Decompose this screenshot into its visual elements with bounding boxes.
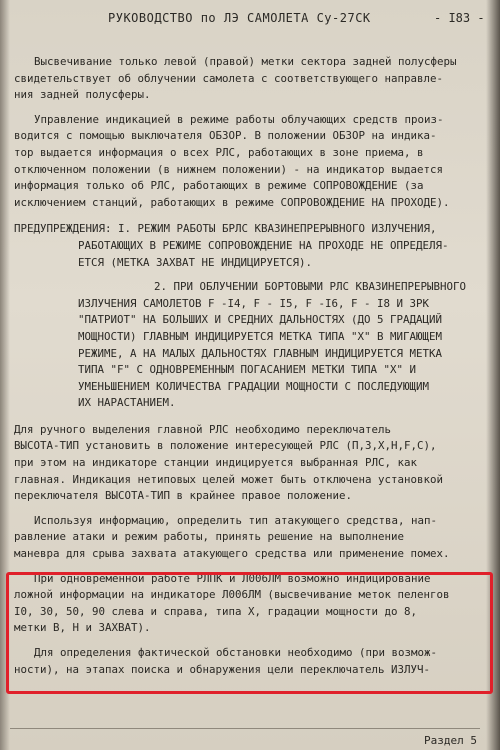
header-title: РУКОВОДСТВО по ЛЭ САМОЛЕТА Су-27СК xyxy=(108,11,371,25)
warning-line: ИХ НАРАСТАНИЕМ. xyxy=(78,396,176,410)
text-line: Используя информацию, определить тип атакующего средства, нап- xyxy=(34,513,438,527)
text-line: ВЫСОТА-ТИП установить в положение интересующей РЛС (П,З,Х,Н,F,С), xyxy=(14,439,437,453)
text-line: тор выдается информация о всех РЛС, работающих в зоне приема, в xyxy=(14,145,424,159)
warning-line: РЕЖИМЕ, А НА МАЛЫХ ДАЛЬНОСТЯХ ГЛАВНЫМ ИНДИЦИРУЕТСЯ МЕТКА xyxy=(78,346,443,360)
text-line: отключенном положении (в нижнем положении) - на индикатор выдается xyxy=(14,162,444,176)
warning-line: ИЗЛУЧЕНИЯ САМОЛЕТОВ F -I4, F - I5, F -I6, F - I8 И ЗРК xyxy=(78,296,430,310)
highlighted-text-line: При одновременной работе РЛПК и Л006ЛМ возможно индицирование xyxy=(34,571,431,585)
highlight-box xyxy=(6,572,493,694)
footer-divider xyxy=(10,728,480,729)
section-label: Раздел 5 xyxy=(424,734,477,747)
warning-line: ТИПА "F" С ОДНОВРЕМЕННЫМ ПОГАСАНИЕМ МЕТКИ ТИПА "Х" И xyxy=(78,363,417,377)
warning-line: "ПАТРИОТ" НА БОЛЬШИХ И СРЕДНИХ ДАЛЬНОСТЯХ (ДО 5 ГРАДАЦИЙ xyxy=(78,313,443,327)
text-line: ния задней полусферы. xyxy=(14,88,151,102)
text-line: при этом на индикаторе станции индицируется выбранная РЛС, как xyxy=(14,456,418,470)
text-line: Управление индикацией в режиме работы облучающих средств произ- xyxy=(34,112,444,126)
text-line: свидетельствует об облучении самолета с соответствующего направле- xyxy=(14,71,444,85)
highlighted-text-line: Для определения фактической обстановки необходимо (при возмож- xyxy=(34,646,438,659)
text-line: исключением станций, работающих в режиме СОПРОВОЖДЕНИЕ НА ПРОХОДЕ). xyxy=(14,195,450,209)
text-line: равление атаки и режим работы, принять решение на выполнение xyxy=(14,530,405,544)
header-page-number: - I83 - xyxy=(434,11,485,25)
highlighted-text-line: ности), на этапах поиска и обнаружения цели переключатель ИЗЛУЧ- xyxy=(14,662,431,676)
warning-line: ЕТСЯ (МЕТКА ЗАХВАТ НЕ ИНДИЦИРУЕТСЯ). xyxy=(78,255,313,269)
warning-line: РАБОТАЮЩИХ В РЕЖИМЕ СОПРОВОЖДЕНИЕ НА ПРОХОДЕ НЕ ОПРЕДЕЛЯ- xyxy=(78,238,449,252)
warning-line: УМЕНЬШЕНИЕМ КОЛИЧЕСТВА ГРАДАЦИИ МОЩНОСТИ С ПОСЛЕДУЮЩИМ xyxy=(78,379,430,393)
warning-line: 2. ПРИ ОБЛУЧЕНИИ БОРТОВЫМИ РЛС КВАЗИНЕПРЕРЫВНОГО xyxy=(154,280,467,294)
page-header xyxy=(0,11,500,31)
text-line: главная. Индикация нетиповых целей может быть отключена установкой xyxy=(14,472,444,486)
highlighted-text-line: ложной информации на индикаторе Л006ЛМ (высвечивание меток пеленгов xyxy=(14,588,450,602)
text-line: информация только об РЛС, работающих в режиме СОПРОВОЖДЕНИЕ (за xyxy=(14,179,424,193)
text-line: Для ручного выделения главной РЛС необходимо переключатель xyxy=(14,422,392,436)
warning-line: МОЩНОСТИ) ГЛАВНЫМ ИНДИЦИРУЕТСЯ МЕТКА ТИПА "Х" В МИГАЮЩЕМ xyxy=(78,329,443,343)
text-line: водится с помощью выключателя ОБЗОР. В положении ОБЗОР на индика- xyxy=(14,129,437,143)
text-line: маневра для срыва захвата атакующего средства или применение помех. xyxy=(14,547,450,561)
text-line: переключателя ВЫСОТА-ТИП в крайнее правое положение. xyxy=(14,489,353,503)
warning-line: ПРЕДУПРЕЖДЕНИЯ: I. РЕЖИМ РАБОТЫ БРЛС КВАЗИНЕПРЕРЫВНОГО ИЗЛУЧЕНИЯ, xyxy=(14,222,437,236)
highlighted-text-line: I0, 30, 50, 90 слева и справа, типа Х, градации мощности до 8, xyxy=(14,604,418,618)
text-line: Высвечивание только левой (правой) метки сектора задней полусферы xyxy=(34,55,457,68)
highlighted-text-line: метки В, Н и ЗАХВАТ). xyxy=(14,621,151,635)
